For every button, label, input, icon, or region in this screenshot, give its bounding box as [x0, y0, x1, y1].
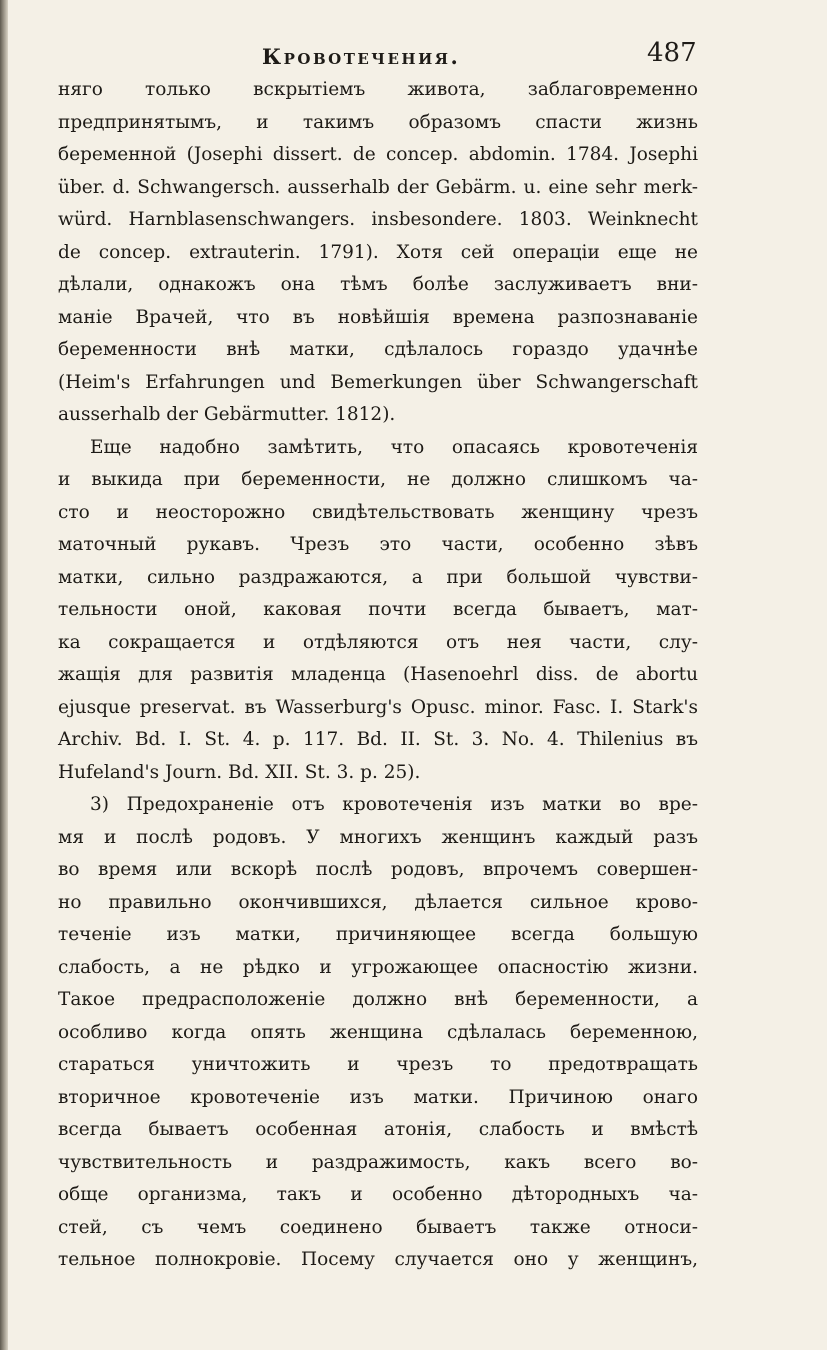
- text-line: обще организма, такъ и особенно дѣтородныхъ ча-: [58, 1184, 698, 1205]
- text-line: маточный рукавъ. Чрезъ это части, особенно зѣвъ: [58, 534, 698, 555]
- text-line: всегда бываетъ особенная атонія, слабость и вмѣстѣ: [58, 1119, 698, 1140]
- text-line: беременности внѣ матки, сдѣлалось гораздо удачнѣе: [58, 339, 698, 360]
- text-line: Archiv. Bd. I. St. 4. p. 117. Bd. II. St. 3. No. 4. Thilenius въ: [58, 729, 698, 750]
- text-line: чувствительность и раздражимость, какъ всего во-: [58, 1151, 698, 1173]
- text-line: Еще надобно замѣтить, что опасаясь кровотеченія: [90, 436, 698, 458]
- text-line: няго только вскрытіемъ живота, заблаговременно: [58, 79, 698, 100]
- text-line: ка сокращается и отдѣляются отъ нея части, слу-: [58, 631, 698, 653]
- text-line: стей, съ чемъ соединено бываетъ также относи-: [58, 1216, 698, 1238]
- text-line: Hufeland's Journ. Bd. XII. St. 3. p. 25).: [58, 761, 421, 783]
- text-line: жащія для развитія младенца (Hasenoehrl diss. de abortu: [58, 664, 698, 685]
- text-line: дѣлали, однакожъ она тѣмъ болѣе заслуживаетъ вни-: [58, 274, 698, 295]
- text-line: и выкида при беременности, не должно слишкомъ ча-: [58, 469, 698, 490]
- section-heading-line: 3) Предохраненіе отъ кровотеченія изъ матки во вре-: [90, 794, 698, 815]
- text-line: мя и послѣ родовъ. У многихъ женщинъ каждый разъ: [58, 826, 698, 848]
- page-number: 487: [647, 38, 697, 68]
- text-line: würd. Harnblasenschwangers. insbesondere. 1803. Weinknecht: [58, 209, 698, 230]
- text-line: сто и неосторожно свидѣтельствовать женщину чрезъ: [58, 501, 698, 523]
- text-line: теченіе изъ матки, причиняющее всегда большую: [58, 924, 698, 945]
- text-line: de concep. extrauterin. 1791). Хотя сей операціи еще не: [58, 241, 698, 263]
- text-line: über. d. Schwangersch. ausserhalb der Gebärm. u. eine sehr merk-: [58, 176, 698, 198]
- text-line: тельности оной, каковая почти всегда бываетъ, мат-: [58, 599, 698, 620]
- text-line: во время или вскорѣ послѣ родовъ, впрочемъ совершен-: [58, 859, 698, 880]
- text-line: вторичное кровотеченіе изъ матки. Причиною онаго: [58, 1086, 698, 1108]
- text-line: матки, сильно раздражаются, а при большой чувстви-: [58, 566, 698, 588]
- text-line: (Heim's Erfahrungen und Bemerkungen über Schwangerschaft: [58, 371, 698, 393]
- body-text: [58, 74, 698, 1277]
- text-line: ejusque preservat. въ Wasserburg's Opusc. minor. Fasc. I. Stark's: [58, 696, 698, 718]
- text-line: слабость, а не рѣдко и угрожающее опасностію жизни.: [58, 956, 698, 978]
- text-line: тельное полнокровіе. Посему случается оно у женщинъ,: [58, 1249, 698, 1270]
- text-line: ausserhalb der Gebärmutter. 1812).: [58, 404, 396, 425]
- page-binding-edge: [0, 0, 8, 1350]
- text-line: стараться уничтожить и чрезъ то предотвращать: [58, 1054, 698, 1075]
- running-head: Кровотечения.: [262, 44, 461, 69]
- text-line: но правильно окончившихся, дѣлается сильное крово-: [58, 891, 698, 913]
- text-line: маніе Врачей, что въ новѣйшія времена разпознаваніе: [58, 306, 698, 328]
- text-line: беременной (Josephi dissert. de concep. abdomin. 1784. Josephi: [58, 144, 698, 165]
- text-line: особливо когда опять женщина сдѣлалась беременною,: [58, 1021, 698, 1043]
- text-line: предпринятымъ, и такимъ образомъ спасти жизнь: [58, 111, 698, 133]
- text-line: Такое предрасположеніе должно внѣ беременности, а: [58, 989, 698, 1010]
- page-header: [0, 38, 827, 72]
